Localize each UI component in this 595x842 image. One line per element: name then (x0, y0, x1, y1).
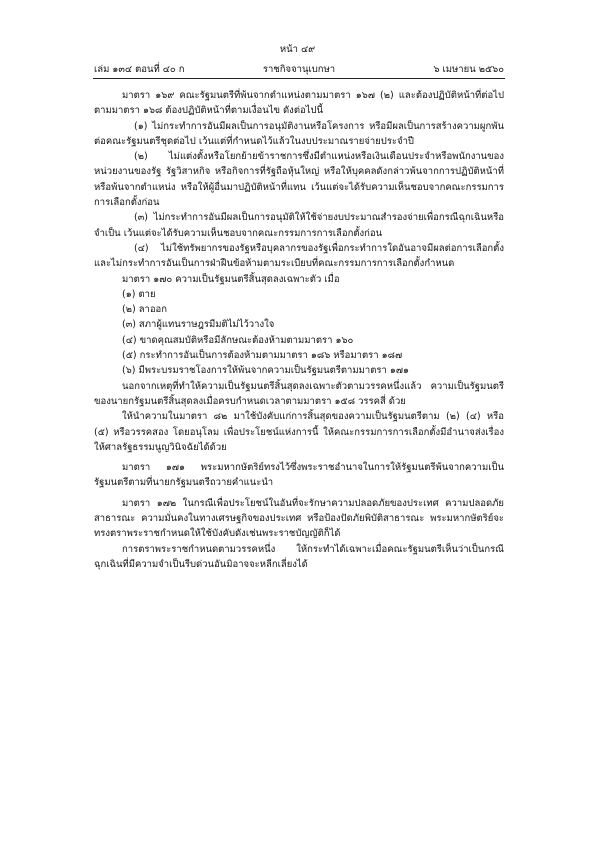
section-170-para-3: ให้นำความในมาตรา ๘๒ มาใช้บังคับแก่การสิ้นสุดของความเป็นรัฐมนตรีตาม (๒) (๔) หรือ (๕) หรือวรรคสอง โดยอนุโลม เพื่อประโยชน์แห่งการนี้ ให้คณะกรรมการการเลือกตั้งมีอำนาจส่งเรื่องให้ศาลรัฐธรรมนูญวินิจฉัยได้ด้วย (94, 411, 504, 453)
section-171: มาตรา ๑๗๑ พระมหากษัตริย์ทรงไว้ซึ่งพระราชอำนาจในการให้รัฐมนตรีพ้นจากความเป็นรัฐมนตรีตามที่นายกรัฐมนตรีถวายคำแนะนำ (94, 462, 504, 489)
clause-2: (๒) ไม่แต่งตั้งหรือโยกย้ายข้าราชการซึ่งมีตำแหน่งหรือเงินเดือนประจำหรือพนักงานของหน่วยงานของรัฐ รัฐวิสาหกิจ หรือกิจการที่รัฐถือหุ้นใหญ่ หรือให้บุคคลดังกล่าวพ้นจากการปฏิบัติหน้าที่หรือพ้นจากตำแหน่ง หรือให้ผู้อื่นมาปฏิบัติหน้าที่แทน เว้นแต่จะได้รับความเห็นชอบจากคณะกรรมการการเลือกตั้งก่อน (94, 151, 504, 209)
clause-1: (๑) ไม่กระทำการอันมีผลเป็นการอนุมัติงานหรือโครงการ หรือมีผลเป็นการสร้างความผูกพันต่อคณะรัฐมนตรีชุดต่อไป เว้นแต่ที่กำหนดไว้แล้วในงบประมาณรายจ่ายประจำปี (94, 120, 504, 147)
clause-4: (๔) ไม่ใช้ทรัพยากรของรัฐหรือบุคลากรของรัฐเพื่อกระทำการใดอันอาจมีผลต่อการเลือกตั้งและไม่กระทำการอันเป็นการฝ่าฝืนข้อห้ามตามระเบียบที่คณะกรรมการการเลือกตั้งกำหนด (94, 242, 504, 270)
page-number: หน้า ๔๙ (279, 44, 316, 55)
publication-date: ๖ เมษายน ๒๕๖๐ (433, 64, 504, 75)
section-170: มาตรา ๑๗๐ ความเป็นรัฐมนตรีสิ้นสุดลงเฉพาะตัว เมื่อ (122, 273, 340, 285)
section-172: มาตรา ๑๗๒ ในกรณีเพื่อประโยชน์ในอันที่จะรักษาความปลอดภัยของประเทศ ความปลอดภัยสาธารณะ ความมั่นคงในทางเศรษฐกิจของประเทศ หรือป้องปัดภัยพิบัติสาธารณะ พระมหากษัตริย์จะทรงตราพระราชกำหนดให้ใช้บังคับดังเช่นพระราชบัญญัติก็ได้ (94, 497, 504, 540)
volume-issue: เล่ม ๑๓๔ ตอนที่ ๔๐ ก (94, 64, 185, 75)
document-body (94, 88, 504, 572)
clause-3: (๓) ไม่กระทำการอันมีผลเป็นการอนุมัติให้ใช้จ่ายงบประมาณสำรองจ่ายเพื่อกรณีฉุกเฉินหรือจำเป็น เว้นแต่จะได้รับความเห็นชอบจากคณะกรรมการการเลือกตั้งก่อน (94, 212, 504, 239)
section-170-para-2: นอกจากเหตุที่ทำให้ความเป็นรัฐมนตรีสิ้นสุดลงเฉพาะตัวตามวรรคหนึ่งแล้ว ความเป็นรัฐมนตรีของนายกรัฐมนตรีสิ้นสุดลงเมื่อครบกำหนดเวลาตามมาตรา ๑๕๘ วรรคสี่ ด้วย (94, 380, 504, 407)
section-172-para-2: การตราพระราชกำหนดตามวรรคหนึ่ง ให้กระทำได้เฉพาะเมื่อคณะรัฐมนตรีเห็นว่าเป็นกรณีฉุกเฉินที่มีความจำเป็นรีบด่วนอันมิอาจจะหลีกเลี่ยงได้ (94, 543, 504, 570)
list-item: (๑) ตาย (122, 288, 156, 300)
list-item: (๕) กระทำการอันเป็นการต้องห้ามตามมาตรา ๑๘๖ หรือมาตรา ๑๘๗ (122, 350, 403, 362)
header-divider (93, 78, 505, 79)
list-item: (๓) สภาผู้แทนราษฎรมีมติไม่ไว้วางใจ (122, 319, 275, 331)
list-item: (๔) ขาดคุณสมบัติหรือมีลักษณะต้องห้ามตามมาตรา ๑๖๐ (122, 334, 354, 346)
list-item: (๖) มีพระบรมราชโองการให้พ้นจากความเป็นรัฐมนตรีตามมาตรา ๑๗๑ (122, 365, 410, 377)
section-169: มาตรา ๑๖๙ คณะรัฐมนตรีที่พ้นจากตำแหน่งตามมาตรา ๑๖๗ (๒) และต้องปฏิบัติหน้าที่ต่อไปตามมาตรา ๑๖๘ ต้องปฏิบัติหน้าที่ตามเงื่อนไข ดังต่อไปนี้ (94, 90, 504, 117)
list-item: (๒) ลาออก (122, 304, 168, 316)
publication-title: ราชกิจจานุเบกษา (262, 64, 336, 75)
